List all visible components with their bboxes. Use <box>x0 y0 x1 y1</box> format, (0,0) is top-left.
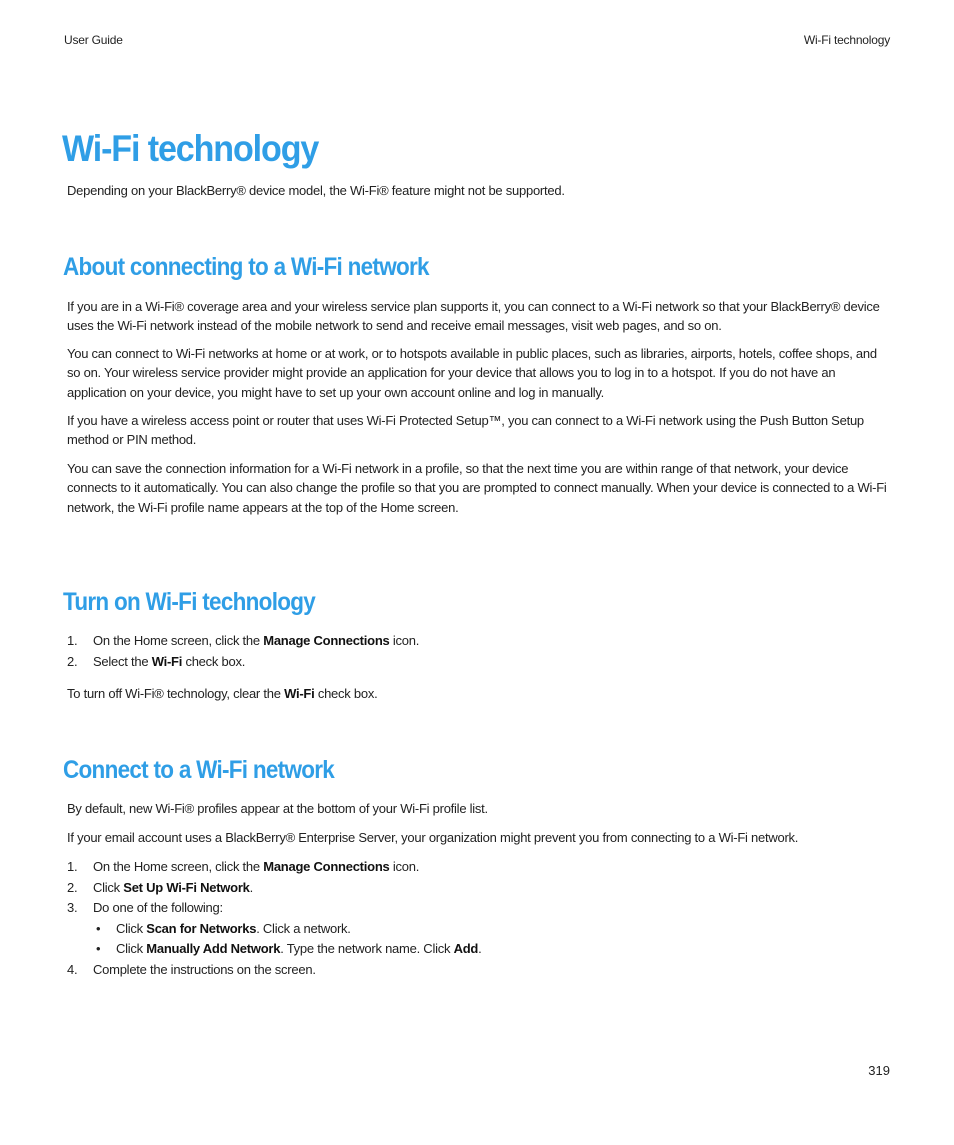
connect-steps <box>67 857 891 980</box>
step-number: 1. <box>67 633 78 648</box>
step-number: 3. <box>67 900 78 915</box>
step-text: On the Home screen, click the Manage Connections icon. <box>93 633 420 648</box>
running-header-left: User Guide <box>64 33 123 47</box>
about-paragraph-4: You can save the connection information for a Wi-Fi network in a profile, so that the next time you are within range of that network, your device connects to it automatically. You can also change the profile so that you are prompted to connect manually. When your device is connected to a Wi-Fi network, the Wi-Fi profile name appears at the top of the Home screen. <box>67 461 887 515</box>
turn-on-steps <box>67 631 891 672</box>
step-text: Click Set Up Wi-Fi Network. <box>93 879 253 895</box>
list-item <box>67 898 891 919</box>
step-number: 4. <box>67 961 78 977</box>
page-title: Wi-Fi technology <box>62 128 319 169</box>
step-number: 1. <box>67 859 78 874</box>
bullet-marker: • <box>96 920 101 936</box>
ui-term: Wi-Fi <box>284 686 315 701</box>
intro-paragraph: Depending on your BlackBerry® device model, the Wi-Fi® feature might not be supported. <box>67 183 565 198</box>
page-number: 319 <box>868 1063 890 1078</box>
step-text: On the Home screen, click the Manage Connections icon. <box>93 859 420 874</box>
ui-term: Set Up Wi-Fi Network <box>123 879 250 895</box>
about-paragraph-1: If you are in a Wi-Fi® coverage area and your wireless service plan supports it, you can connect to a Wi-Fi network so that your BlackBerry® device uses the Wi-Fi network instead of the mobile network to send and receive email messages, visit web pages, and so on. <box>67 299 880 334</box>
turn-off-note: To turn off Wi-Fi® technology, clear the Wi-Fi check box. <box>67 686 378 701</box>
list-item <box>67 652 891 673</box>
running-header-right: Wi-Fi technology <box>803 33 890 47</box>
ui-term: Scan for Networks <box>146 920 257 936</box>
connect-paragraph-2: If your email account uses a BlackBerry® Enterprise Server, your organization might prevent you from connecting to a Wi-Fi network. <box>67 830 799 845</box>
about-paragraph-3: If you have a wireless access point or router that uses Wi-Fi Protected Setup™, you can connect to a Wi-Fi network using the Push Button Setup method or PIN method. <box>67 413 864 448</box>
ui-term: Manage Connections <box>263 859 390 874</box>
step-text: Select the Wi-Fi check box. <box>93 653 246 669</box>
bullet-text: Click Scan for Networks. Click a network. <box>116 920 351 936</box>
section-heading-turn-on: Turn on Wi-Fi technology <box>63 588 316 616</box>
ui-term: Manage Connections <box>263 633 390 648</box>
step-text: Complete the instructions on the screen. <box>93 961 316 977</box>
bullet-marker: • <box>96 941 101 956</box>
step-number: 2. <box>67 879 78 895</box>
list-item <box>67 857 891 878</box>
connect-paragraph-1: By default, new Wi-Fi® profiles appear at the bottom of your Wi-Fi profile list. <box>67 801 488 816</box>
list-item <box>67 960 891 981</box>
ui-term: Manually Add Network <box>146 941 281 956</box>
about-paragraph-2: You can connect to Wi-Fi networks at home or at work, or to hotspots available in public places, such as libraries, airports, hotels, coffee shops, and so on. Your wireless service provider might provide an application for your device that allows you to log in to a hotspot. If you do not have an application on your device, you might have to set up your own account online and log in manually. <box>67 346 877 400</box>
list-item <box>67 631 891 652</box>
step-text: Do one of the following: <box>93 900 223 915</box>
list-item <box>67 878 891 899</box>
section-heading-about: About connecting to a Wi-Fi network <box>63 253 429 281</box>
list-item <box>67 919 891 940</box>
section-heading-connect: Connect to a Wi-Fi network <box>63 756 335 784</box>
list-item <box>67 939 891 960</box>
ui-term: Wi-Fi <box>151 653 183 669</box>
bullet-text: Click Manually Add Network. Type the network name. Click Add. <box>116 941 482 956</box>
ui-term: Add <box>453 941 479 956</box>
step-number: 2. <box>67 653 78 669</box>
